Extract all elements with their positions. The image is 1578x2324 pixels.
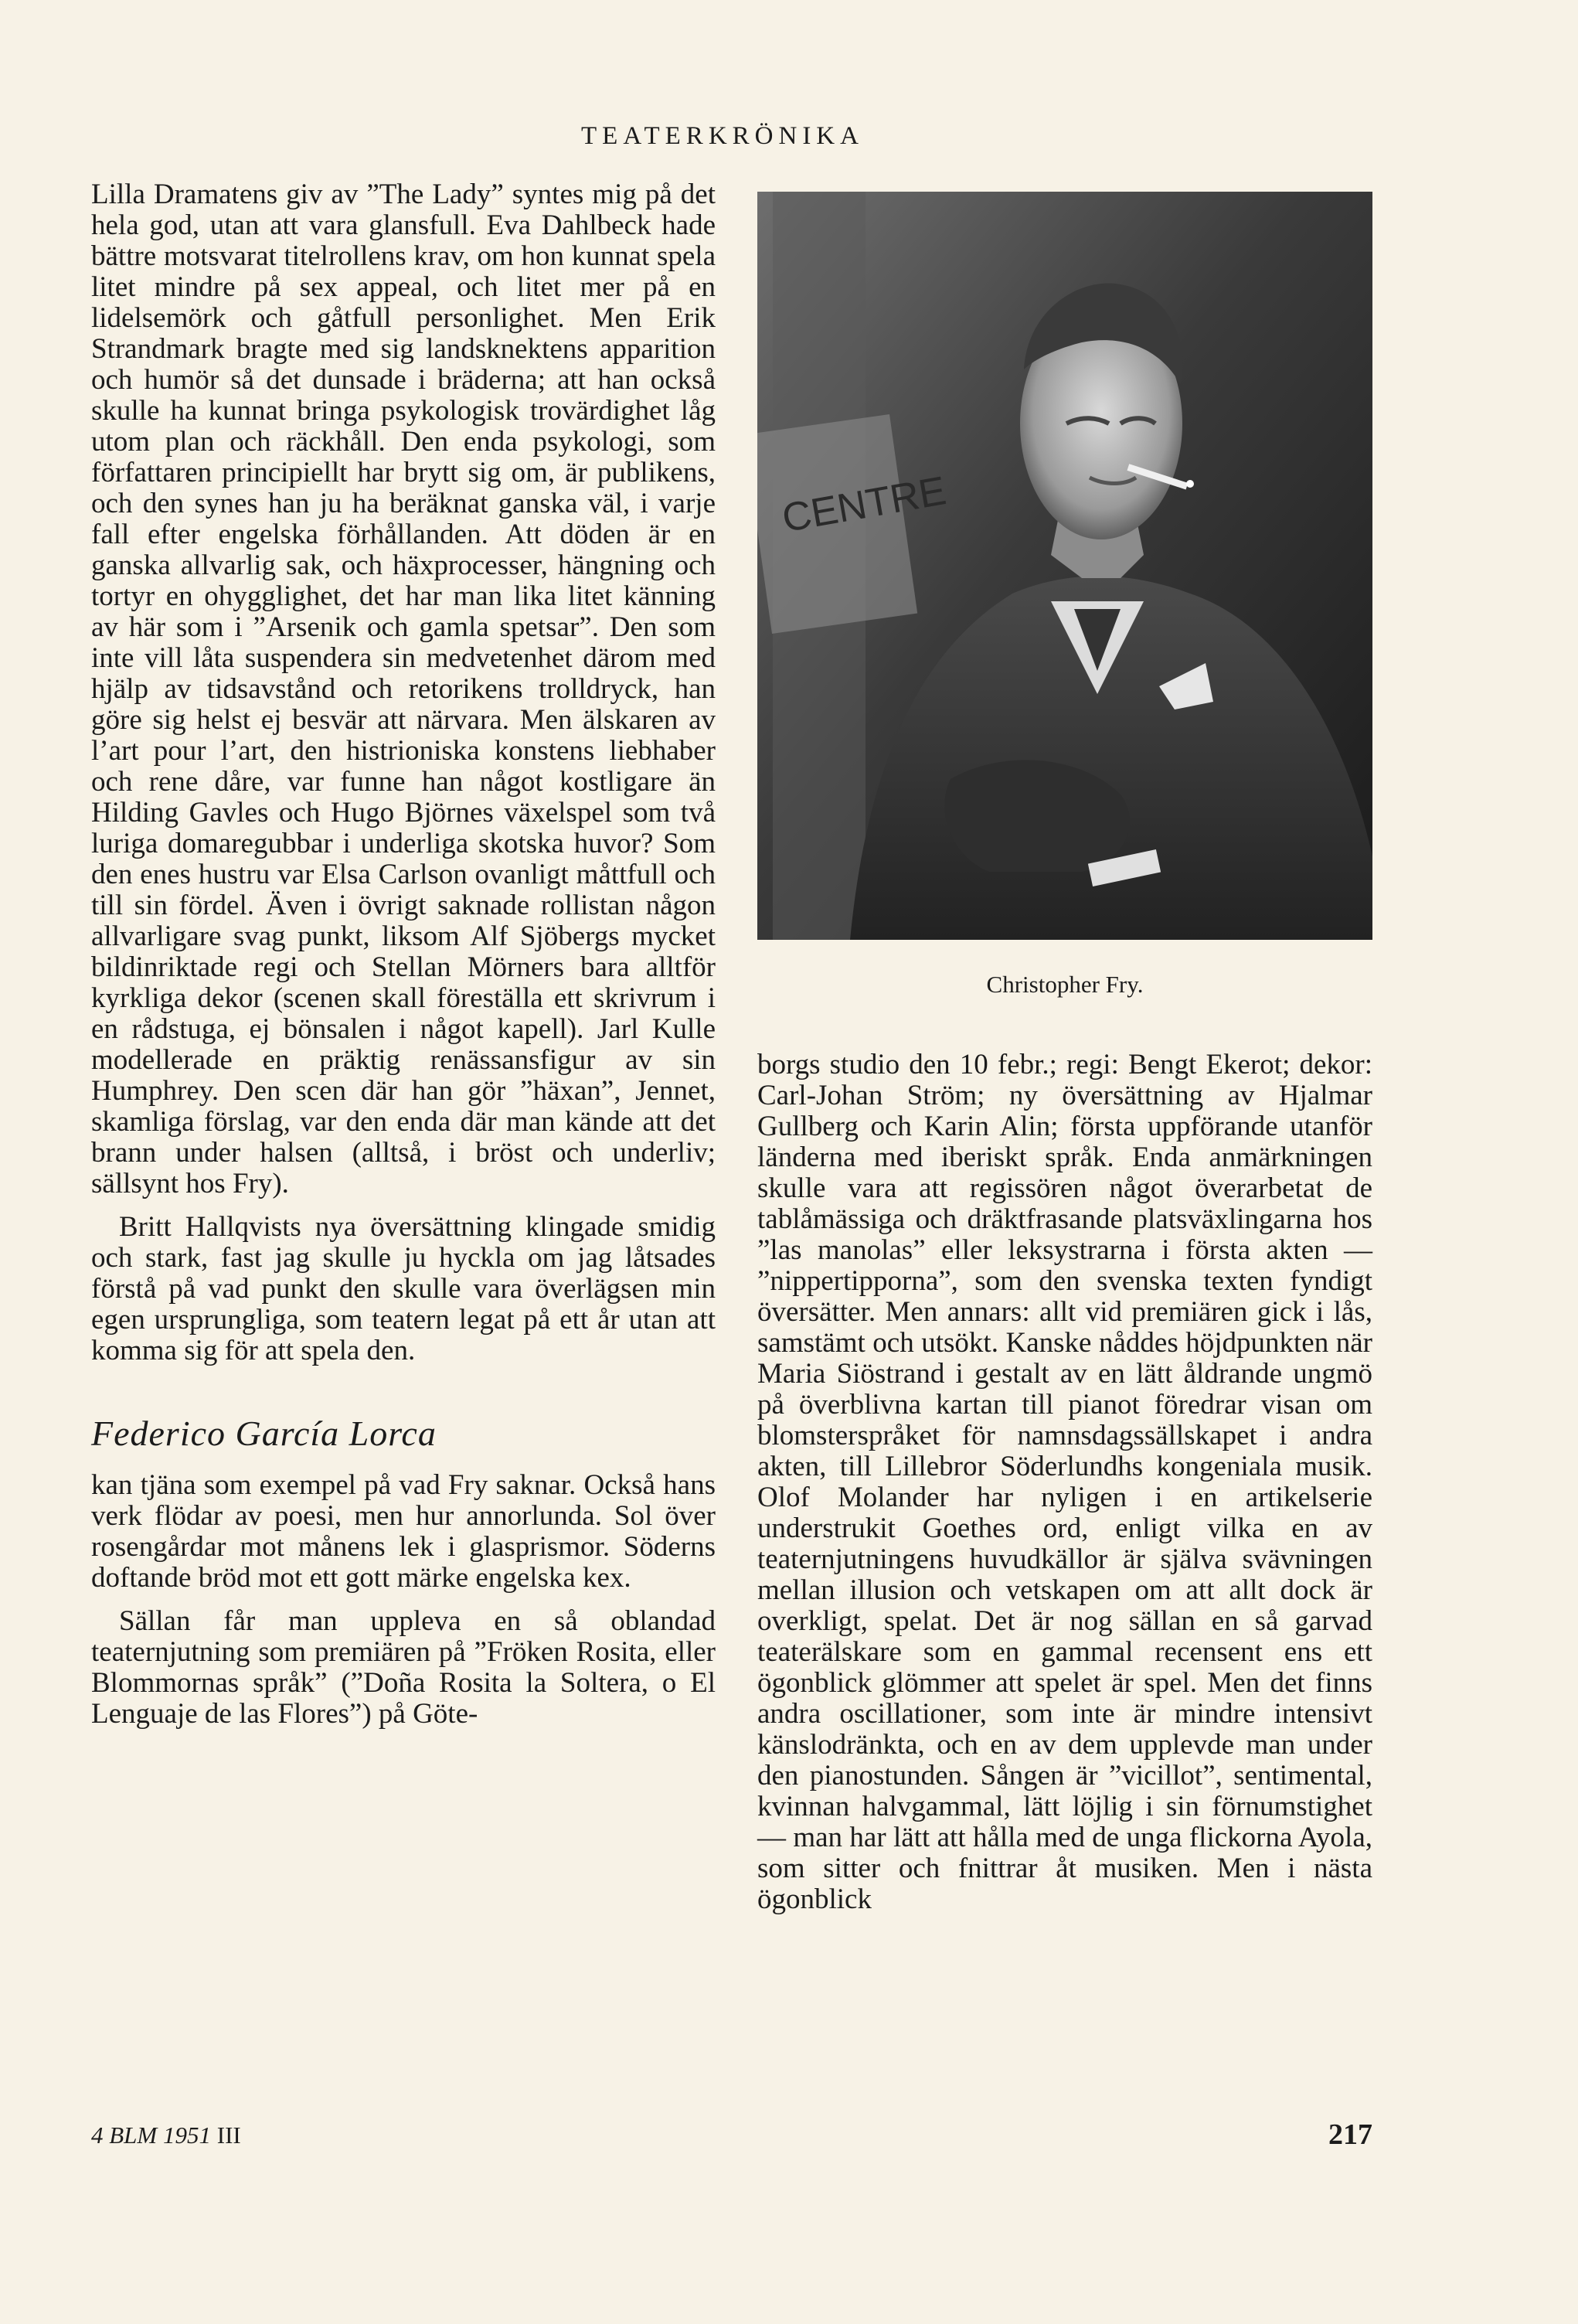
section-heading: Federico García Lorca xyxy=(91,1414,437,1453)
signature-year: 1951 xyxy=(163,2122,211,2149)
signature-prefix: 4 BLM xyxy=(91,2122,158,2149)
left-column xyxy=(91,179,716,1730)
portrait-illustration xyxy=(757,192,1372,940)
paragraph: borgs studio den 10 febr.; regi: Bengt Ekerot; dekor: Carl-Johan Ström; ny översättning av Hjalmar Gullberg och Karin Alin; första uppförande utanför länderna med iberiskt språk. Enda anmärkningen skulle vara att regissören något överarbetat de tablåmässiga och dräktfrasande platsväxlingarna hos ”las manolas” eller leksystrarna i första akten — ”nippertipporna”, som den svenska texten fyndigt översätter. Men annars: allt vid premiären gick i lås, samstämt och utsökt. Kanske nåddes höjdpunkten när Maria Siöstrand i gestalt av en lätt åldrande ungmö på överblivna kartan till pianot föredrar visan om blomsterspråket för namnsdagssällskapet i andra akten, till Lillebror Söderlundhs kongeniala musik. Olof Molander har nyligen i en artikelserie understrukit Goethes ord, enligt vilka en av teaternjutningens huvudkällor är själva svävningen mellan illusion och vetskapen om att allt dock är overkligt, spelat. Det är nog sällan en så garvad teaterälskare som en gammal recensent ens ett ögonblick glömmer att spelet är spel. Men det finns andra oscillationer, som inte är mindre intensivt känslodränkta, och en av dem upplevde man under den pianostunden. Sången är ”vicillot”, sentimental, kvinnan halvgammal, lätt löjlig i sin förnumstighet — man har lätt att hålla med de unga flickorna Ayola, som sitter och fnittrar åt musiken. Men i nästa ögonblick xyxy=(757,1049,1372,1915)
right-column xyxy=(757,1050,1372,1915)
paragraph: Sällan får man uppleva en så oblandad teaternjutning som premiären på ”Fröken Rosita, eller Blommornas språk” (”Doña Rosita la Soltera, o El Lenguaje de las Flores”) på Göte- xyxy=(91,1605,716,1730)
portrait-photo xyxy=(757,192,1372,940)
paragraph: Britt Hallqvists nya översättning klingade smidig och stark, fast jag skulle ju hyckla om jag låtsades förstå på vad punkt den skulle vara överlägsen min egen ursprungliga, som teatern legat på ett år utan att komma sig för att spela den. xyxy=(91,1211,716,1366)
paragraph: kan tjäna som exempel på vad Fry saknar. Också hans verk flödar av poesi, men hur annorlunda. Sol över rosengårdar mot månens lek i glasprismor. Söderns doftande bröd mot ett gott märke engelska kex. xyxy=(91,1469,716,1594)
page-number: 217 xyxy=(1328,2118,1372,2151)
footer-signature xyxy=(91,2122,241,2149)
paragraph: Lilla Dramatens giv av ”The Lady” syntes mig på det hela god, utan att vara glansfull. Eva Dahlbeck hade bättre motsvarat titelrollens krav, om hon kunnat spela litet mindre på sex appeal, och litet mer på en lidelsemörk och gåtfull personlighet. Men Erik Strandmark bragte med sig landsknektens apparition och humör så det dunsade i bräderna; att han också skulle ha kunnat bringa psykologisk trovärdighet låg utom plan och räckhåll. Den enda psykologi, som författaren principiellt har brytt sig om, är publikens, och den synes han ju ha beräknat ganska väl, i varje fall efter engelska förhållanden. Att döden är en ganska allvarlig sak, och häxprocesser, hängning och tortyr en ohygglighet, det har man lika litet känning av här som i ”Arsenik och gamla spetsar”. Den som inte vill låta suspendera sin medvetenhet därom med hjälp av tidsavstånd och retorikens trolldryck, han göre sig helst ej besvär att närvara. Men älskaren av l’art pour l’art, den histrioniska konstens liebhaber och rene dåre, var funne han något kostligare än Hilding Gavles och Hugo Björnes växelspel som två luriga domaregubbar i underliga skotska huvor? Som den enes hustru var Elsa Carlson ovanligt måttfull och till sin fördel. Även i övrigt saknade rollistan någon allvarligare svag punkt, liksom Alf Sjöbergs mycket bildinriktade regi och Stellan Mörners bara alltför kyrkliga dekor (scenen skall föreställa ett skrivrum i en rådstuga, ej bönsalen i något kapell). Jarl Kulle modellerade en präktig renässansfigur av sin Humphrey. Den scen där han gör ”häxan”, Jennet, skamliga förslag, var den enda där man kände att det brann under halsen (alltså, i bröst och underliv; sällsynt hos Fry). xyxy=(91,179,716,1199)
signature-volume: III xyxy=(216,2122,241,2149)
photo-caption: Christopher Fry. xyxy=(986,971,1144,998)
sign-text: CENTRE xyxy=(778,468,950,542)
running-head: TEATERKRÖNIKA xyxy=(581,122,864,150)
